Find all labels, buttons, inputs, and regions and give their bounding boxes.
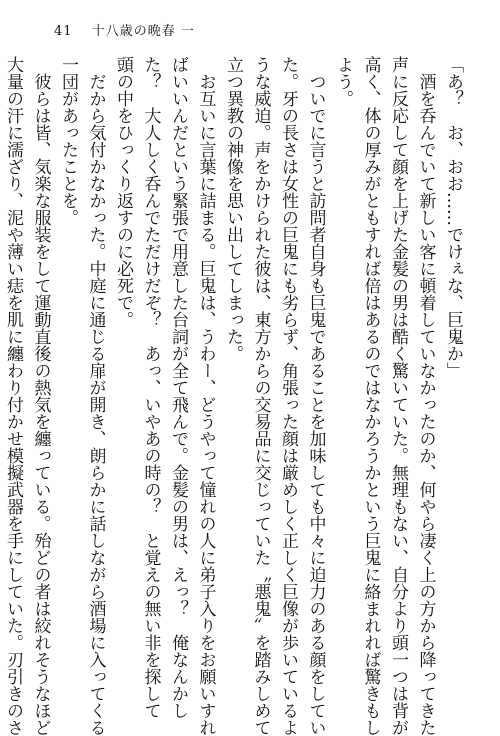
text-line: 一団があったことを。 (58, 56, 78, 226)
text-line: 彼らは皆、気楽な服装をして運動直後の熱気を纏っている。殆どの者は絞れそうなほど (30, 56, 51, 736)
text-line: お互いに言葉に詰まる。巨鬼は、うわー、どうやって憧れの人に弟子入りをお願いすれ (195, 56, 216, 736)
text-line: ついでに言うと訪問者自身も巨鬼であることを加味しても中々に迫力のある顔をしてい (305, 56, 326, 736)
text-line: 声に反応して顔を上げた金髪の男は酷く驚いていた。無理もない、自分より頭一つは背が (388, 56, 408, 736)
text-line: 酒を呑んでいて新しい客に頓着していなかったのか、何やら凄く上の方から降ってきた (415, 56, 436, 736)
text-line: ばいいんだという緊張で用意した台詞が全て飛んで。金髪の男は、えっ？ 俺なんかし (168, 56, 188, 719)
text-line: 「あ？ お、おお……でけぇな、巨鬼か」 (443, 56, 463, 379)
text-line: よう。 (333, 56, 353, 107)
running-header (54, 20, 195, 39)
text-line: 頭の中をひっくり返すのに必死で。 (113, 56, 133, 328)
text-line: た。牙の長さは女性の巨鬼にも劣らず、角張った顔は厳めしく正しく巨像が歩いているよ (278, 56, 298, 736)
chapter-title: 十八歳の晩春 (91, 24, 176, 39)
text-line: た？ 大人しく呑んでただけだぞ？ あっ、いやあの時の？ と覚えの無い非を探して (140, 56, 161, 719)
novel-body-text (3, 56, 466, 736)
text-line: だから気付かなかった。中庭に通じる扉が開き、朗らかに話しながら酒場に入ってくる (85, 56, 106, 736)
text-line: 立つ異教の神像を思い出してしまった。 (223, 56, 243, 362)
page-number: 41 (54, 24, 73, 39)
text-line: 高く、体の厚みがともすれば倍はあるのではなかろうかという巨鬼に絡まれれば驚きもし (360, 56, 381, 736)
text-line: うな威迫。声をかけられた彼は、東方からの交易品に交じっていた〝悪鬼〟を踏みしめて (250, 56, 271, 736)
chapter-number: 一 (180, 24, 195, 39)
text-line: 大量の汗に濡ざり、泥や薄い痣を肌に纏わり付かせ模擬武器を手にしていた。刃引きのさ (3, 56, 23, 736)
